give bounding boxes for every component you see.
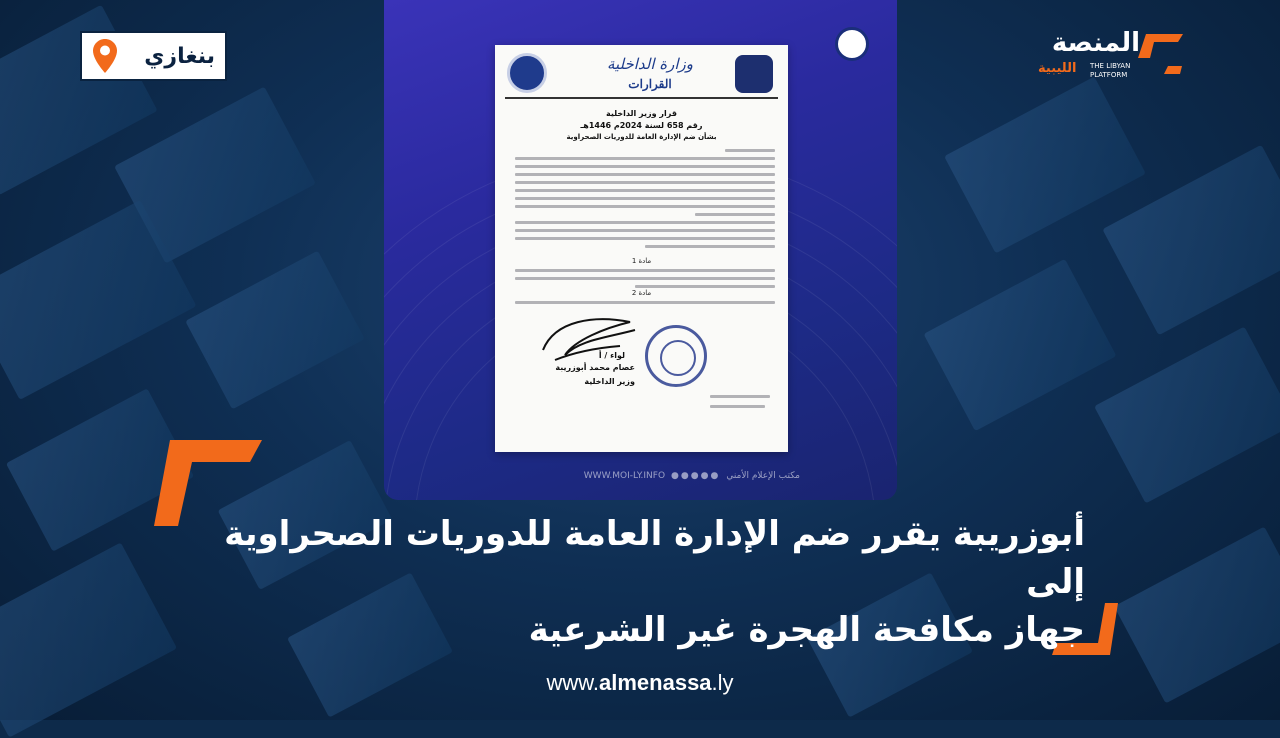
signer-title: وزير الداخلية [584,377,635,386]
decree-document [495,45,788,452]
location-badge [80,31,227,81]
signer-rank: لواء / أ [598,351,625,360]
headline [205,510,1085,654]
decree-title-1: قرار وزير الداخلية [606,109,677,118]
left-emblem-icon [507,53,547,93]
site-domain: almenassa [599,670,712,695]
office-label: مكتب الإعلام الأمني [726,471,800,481]
section-label: القرارات [628,77,672,91]
headline-line-2: جهاز مكافحة الهجرة غير الشرعية [528,610,1085,650]
site-suffix: .ly [711,670,734,695]
map-pin-icon [92,38,118,74]
social-icons: ●●●●● [671,471,721,481]
signer-name: عصام محمد أبوزريبة [555,363,635,372]
decree-title-3: بشأن ضم الإدارة العامة للدوريات الصحراوية [566,133,717,141]
city-name: بنغازي [144,43,215,69]
decree-title-2: رقم 658 لسنة 2024م 1446هـ [580,121,703,130]
site-prefix: www. [546,670,600,695]
official-stamp [645,325,707,387]
brand-logo [1018,28,1188,83]
headline-line-1: أبوزريبة يقرر ضم الإدارة العامة للدوريات الصحراوية إلى [224,514,1085,602]
website-link[interactable] [0,670,1280,696]
article-1-label: مادة 1 [631,257,652,265]
brand-name-ar: المنصة [1051,28,1140,58]
ministry-emblem-icon [835,27,869,61]
office-website: WWW.MOI-LY.INFO [583,471,666,481]
signature [535,310,645,370]
right-emblem-icon [735,55,773,93]
document-footer-strip [470,467,800,485]
brand-name-en-1: THE LIBYAN [1090,62,1131,70]
ministry-header: وزارة الداخلية [606,55,694,73]
brand-name-ar-sub: الليبية [1038,61,1077,76]
brand-name-en-2: PLATFORM [1090,71,1128,79]
article-2-label: مادة 2 [631,289,652,297]
